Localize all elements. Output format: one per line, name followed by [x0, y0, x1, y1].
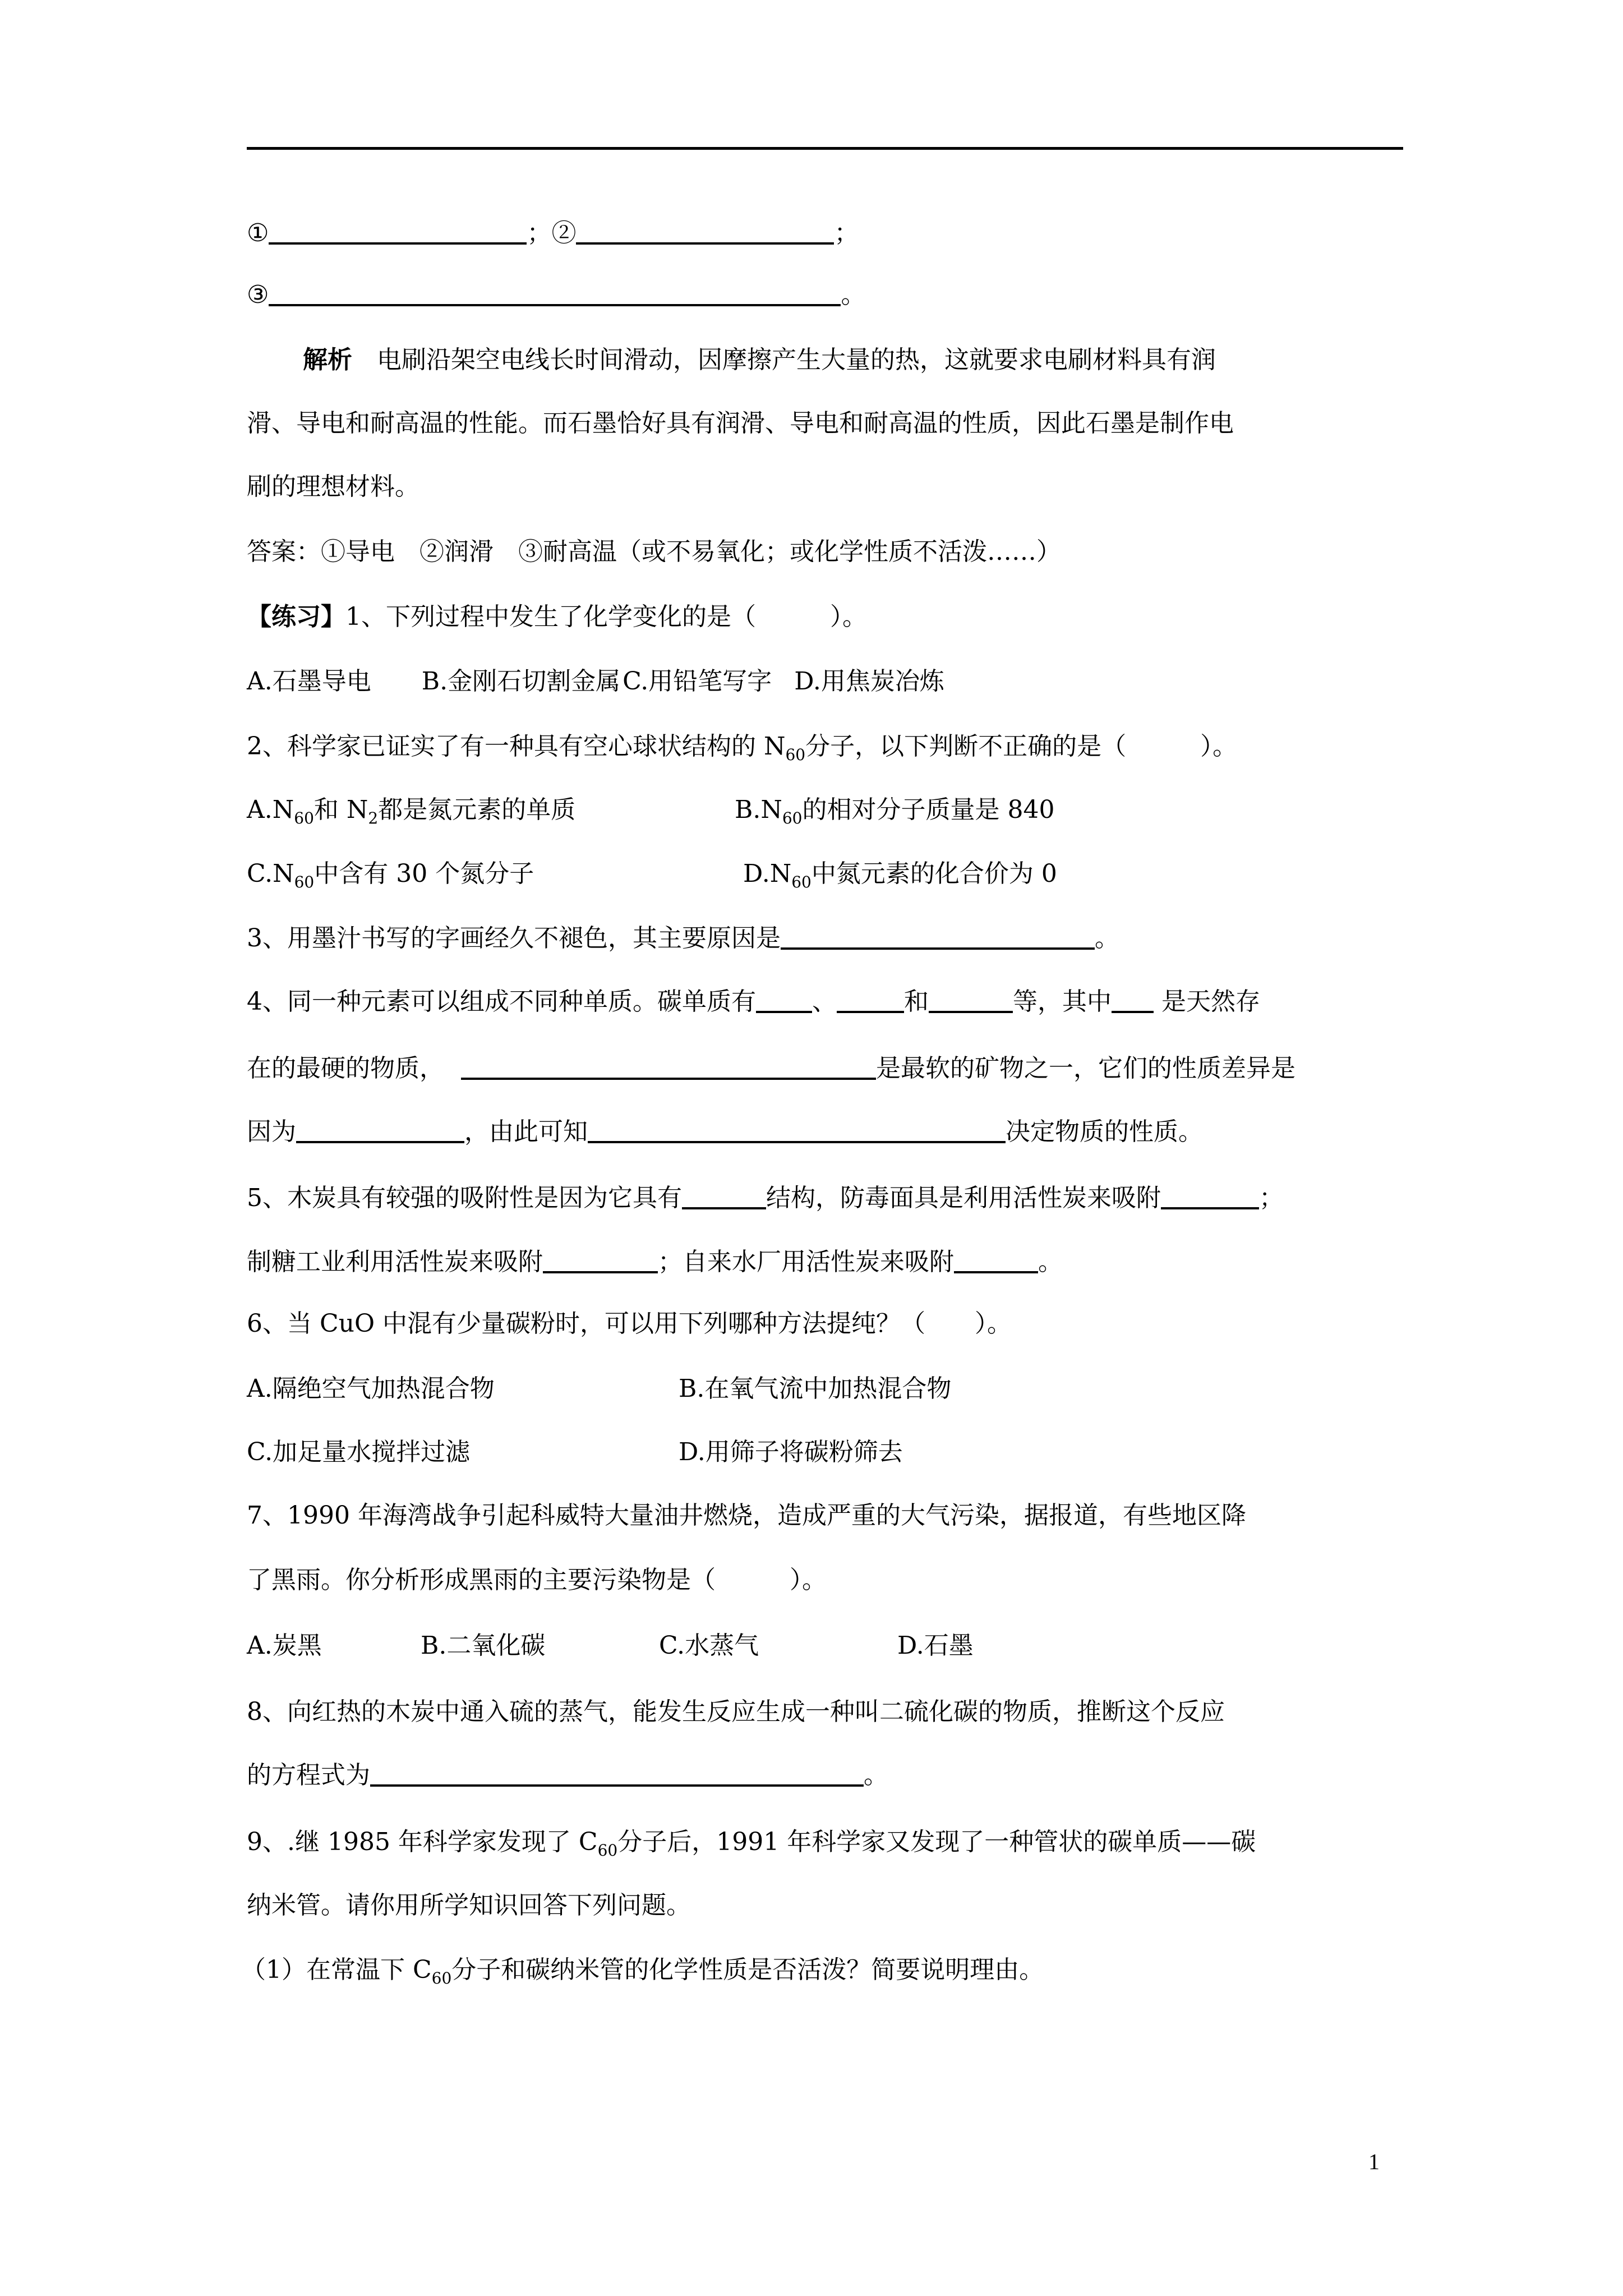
answer-blank[interactable]	[781, 923, 1095, 950]
practice-label: 【练习】	[247, 602, 345, 631]
subscript: 60	[597, 1841, 618, 1860]
text: 等，其中	[1013, 987, 1112, 1016]
text: 和	[904, 987, 929, 1016]
circled-3: ③	[247, 280, 269, 309]
text: 5、木炭具有较强的吸附性是因为它具有	[247, 1184, 682, 1212]
question-1-stem: 1、下列过程中发生了化学变化的是（ ）。	[345, 602, 867, 631]
analysis-text: 电刷沿架空电线长时间滑动，因摩擦产生大量的热，这就要求电刷材料具有润	[377, 346, 1216, 374]
option-a: A.炭黑	[247, 1631, 322, 1660]
option-d: D.用焦炭冶炼	[794, 667, 944, 696]
text: （1）在常温下 C	[241, 1955, 432, 1984]
question-6-options-ab	[247, 1372, 952, 1406]
separator: ；	[834, 219, 859, 247]
option-b: B.在氧气流中加热混合物	[679, 1374, 952, 1403]
option-d: $D.N_{60}$中氮元素的化合价为 0	[743, 859, 1057, 891]
subscript: 60	[785, 746, 806, 764]
blank-3[interactable]	[269, 279, 841, 306]
text: ；自来水厂用活性炭来吸附	[658, 1248, 954, 1276]
question-3-stem: 3、用墨汁书写的字画经久不褪色，其主要原因是	[247, 924, 781, 953]
analysis-label: 解析	[303, 346, 352, 374]
period: 。	[1095, 924, 1119, 953]
question-2-stem: 2、科学家已证实了有一种具有空心球状结构的 N	[247, 732, 786, 761]
text: 。	[1038, 1248, 1063, 1276]
option-b: B.二氧化碳	[421, 1631, 546, 1660]
option-d: D.石墨	[897, 1631, 974, 1660]
question-2-options-cd	[247, 857, 1057, 891]
option-c: C.水蒸气	[659, 1631, 759, 1660]
blank-2[interactable]	[576, 218, 834, 245]
period: 。	[841, 280, 866, 309]
blank-1[interactable]	[269, 218, 527, 245]
text: 因为	[247, 1117, 296, 1146]
option-d: D.用筛子将碳粉筛去	[679, 1438, 903, 1466]
question-6-options-cd	[247, 1435, 903, 1469]
option-a: A.石墨导电	[247, 667, 371, 696]
header-rule	[247, 147, 1403, 150]
text: 4、同一种元素可以组成不同种单质。碳单质有	[247, 987, 756, 1016]
circled-2: ②	[551, 219, 577, 247]
question-9-sub-1	[241, 1953, 1044, 1987]
question-4-line-1	[247, 985, 1260, 1019]
question-6: 6、当 CuO 中混有少量碳粉时，可以用下列哪种方法提纯？（ ）。	[247, 1309, 1012, 1338]
answer-blank[interactable]	[682, 1182, 766, 1209]
question-4-line-3	[247, 1115, 1203, 1149]
answer-blank[interactable]	[1112, 986, 1154, 1013]
answer-blank[interactable]	[837, 986, 904, 1013]
question-2-options-ab	[247, 793, 1055, 827]
question-2-stem-end: 分子，以下判断不正确的是（ ）。	[805, 732, 1238, 761]
answer-blank[interactable]	[296, 1116, 464, 1143]
text: 9、.继 1985 年科学家发现了 C	[247, 1828, 598, 1856]
answer-blank[interactable]	[588, 1116, 1006, 1143]
answer-blank[interactable]	[929, 986, 1013, 1013]
blanks-line-2	[247, 278, 865, 312]
question-1-options	[247, 665, 944, 698]
separator: ；	[527, 219, 552, 247]
analysis-line-2: 滑、导电和耐高温的性能。而石墨恰好具有润滑、导电和耐高温的性质，因此石墨是制作电	[247, 409, 1234, 438]
answer-blank[interactable]	[543, 1246, 658, 1273]
question-5-line-1	[247, 1181, 1284, 1215]
answer-blank[interactable]	[461, 1053, 876, 1080]
question-8-line-1: 8、向红热的木炭中通入硫的蒸气，能发生反应生成一种叫二硫化碳的物质，推断这个反应	[247, 1697, 1225, 1726]
text: 决定物质的性质。	[1006, 1117, 1203, 1146]
question-7-line-2: 了黑雨。你分析形成黑雨的主要污染物是（ ）。	[247, 1566, 827, 1594]
text: 分子和碳纳米管的化学性质是否活泼？简要说明理由。	[451, 1955, 1044, 1984]
analysis-line-1	[303, 343, 1216, 377]
question-4-line-2	[247, 1052, 1295, 1085]
option-c: $C.N_{60}$中含有 30 个氮分子	[247, 859, 534, 891]
question-5-line-2	[247, 1245, 1063, 1279]
text: 在的最硬的物质，	[247, 1054, 444, 1083]
text: 的方程式为	[247, 1761, 370, 1789]
text: 结构，防毒面具是利用活性炭来吸附	[766, 1184, 1161, 1212]
question-7-line-1: 7、1990 年海湾战争引起科威特大量油井燃烧，造成严重的大气污染，据报道，有些地区降	[247, 1501, 1246, 1530]
answer-blank[interactable]	[954, 1246, 1038, 1273]
subscript: 60	[431, 1969, 452, 1987]
text: 制糖工业利用活性炭来吸附	[247, 1248, 543, 1276]
text: ；	[1259, 1184, 1284, 1212]
question-1	[247, 600, 867, 634]
analysis-line-3: 刷的理想材料。	[247, 472, 419, 501]
answer-blank[interactable]	[1161, 1182, 1259, 1209]
option-a: A.隔绝空气加热混合物	[247, 1374, 495, 1403]
option-c: C.加足量水搅拌过滤	[247, 1438, 471, 1466]
text: ，由此可知	[464, 1117, 588, 1146]
blanks-line-1	[247, 217, 859, 250]
text: 是最软的矿物之一，它们的性质差异是	[876, 1054, 1295, 1083]
option-c: C.用铅笔写字	[623, 667, 772, 696]
question-2	[247, 730, 1237, 763]
text: 、	[812, 987, 837, 1016]
text: 分子后，1991 年科学家又发现了一种管状的碳单质——碳	[617, 1828, 1256, 1856]
option-b: $B.N_{60}$的相对分子质量是 840	[735, 795, 1055, 827]
answer-blank[interactable]	[756, 986, 812, 1013]
answer-blank[interactable]	[370, 1760, 864, 1787]
question-3	[247, 922, 1119, 955]
answer-line: 答案：①导电 ②润滑 ③耐高温（或不易氧化；或化学性质不活泼……）	[247, 537, 1061, 566]
period: 。	[864, 1761, 888, 1789]
option-b: B.金刚石切割金属	[421, 667, 621, 696]
page-number: 1	[1368, 2149, 1380, 2174]
question-9-line-2: 纳米管。请你用所学知识回答下列问题。	[247, 1891, 691, 1920]
question-9-line-1	[247, 1825, 1256, 1859]
text: 是天然存	[1154, 987, 1260, 1016]
question-7-options	[247, 1629, 974, 1663]
circled-1: ①	[247, 219, 269, 247]
option-a: $A.N_{60}$和 $N_2$都是氮元素的单质	[247, 795, 576, 827]
question-8-line-2	[247, 1759, 888, 1792]
